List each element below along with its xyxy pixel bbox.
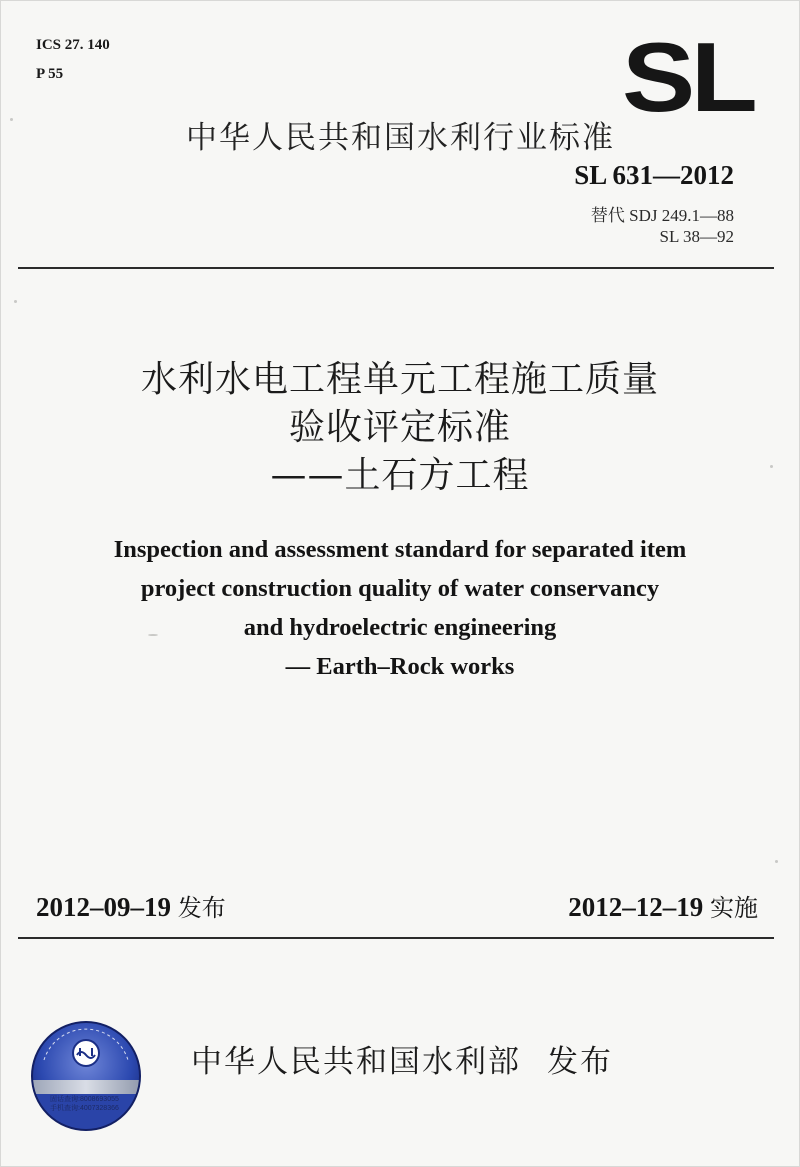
seal-phone-2: 手机查询:4007328366: [50, 1105, 119, 1112]
publisher-name: 中华人民共和国水利部: [191, 1044, 521, 1080]
paper-speck: [148, 634, 158, 636]
issue-date: [36, 888, 226, 923]
paper-speck: [14, 300, 17, 303]
industry-standard-heading: 中华人民共和国水利行业标准: [186, 120, 615, 156]
sl-logo: SL: [622, 22, 754, 132]
bottom-divider: [18, 937, 774, 939]
effective-label: 实施: [710, 894, 758, 922]
chinese-title-line-1: 水利水电工程单元工程施工质量: [140, 359, 659, 400]
effective-date-value: 2012–12–19: [568, 892, 704, 922]
issue-date-value: 2012–09–19: [36, 892, 171, 922]
effective-date: [568, 888, 758, 923]
ics-code: ICS 27. 140: [36, 37, 110, 53]
seal-phone-1: 固话查询:8008693055: [50, 1096, 119, 1103]
seal-phone-numbers: [50, 1095, 119, 1113]
ccs-code: P 55: [36, 66, 64, 82]
publisher-line: [191, 1036, 613, 1081]
english-title-line-1: Inspection and assessment standard for separated item: [113, 536, 687, 563]
paper-speck: [10, 118, 13, 121]
issue-label: 发布: [177, 894, 226, 922]
english-title-line-3: and hydroelectric engineering: [243, 614, 557, 641]
english-title-line-4: — Earth–Rock works: [285, 653, 515, 680]
paper-speck: [770, 465, 773, 468]
english-title-line-2: project construction quality of water conservancy: [140, 575, 660, 602]
replaces-line-1: 替代 SDJ 249.1—88: [590, 206, 734, 225]
chinese-title-line-3: ——土石方工程: [270, 455, 530, 496]
anti-counterfeit-seal-icon: [30, 1020, 142, 1132]
replaces-line-2: SL 38—92: [659, 227, 734, 246]
publisher-verb: 发布: [547, 1044, 613, 1080]
chinese-title-line-2: 验收评定标准: [288, 407, 511, 448]
standard-number: SL 631—2012: [574, 160, 734, 190]
paper-speck: [775, 860, 778, 863]
english-title: [0, 530, 800, 686]
chinese-title: [0, 356, 800, 500]
top-divider: [18, 267, 774, 269]
